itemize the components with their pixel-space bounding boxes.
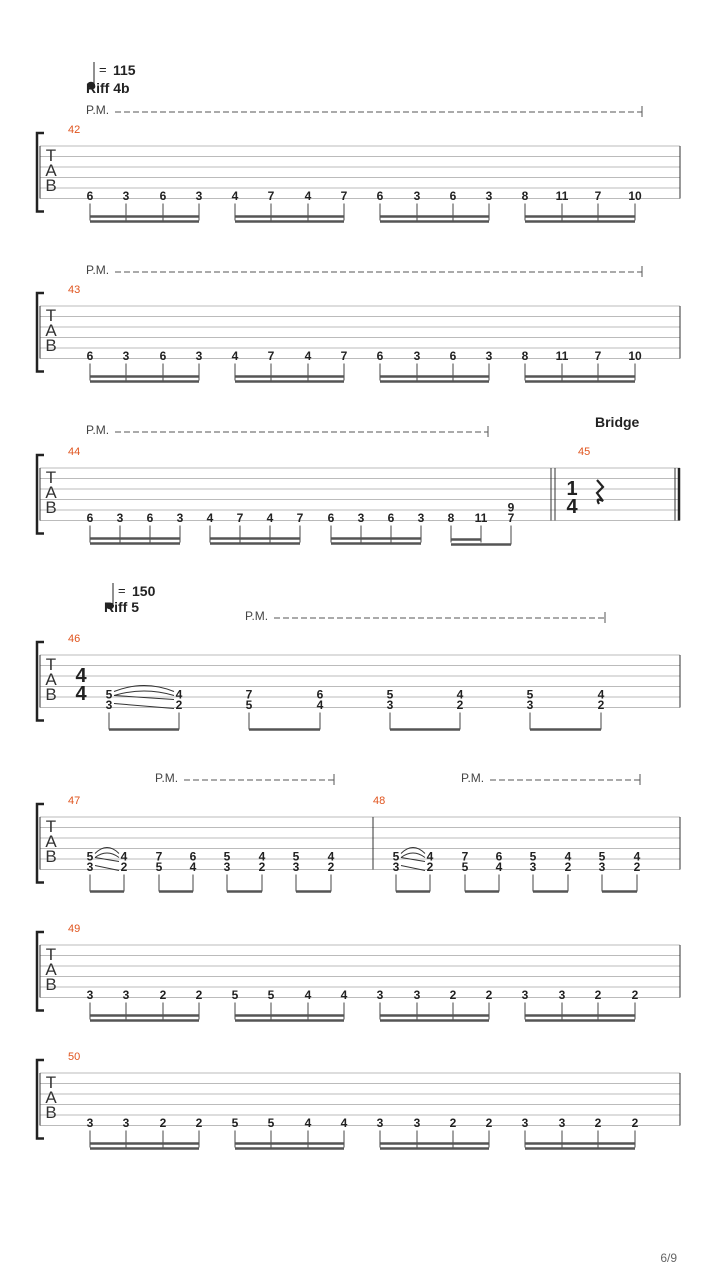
fret-number: 3	[529, 860, 537, 874]
tab-system	[37, 771, 680, 892]
palm-mute	[86, 103, 642, 117]
fret-number: 6	[495, 849, 503, 864]
fret-number: 3	[485, 349, 493, 363]
fret-number: 4	[266, 511, 274, 525]
fret-number: 5	[292, 849, 300, 864]
fret-number: 2	[120, 860, 128, 874]
fret-number: 4	[564, 849, 572, 864]
tempo-equals: =	[99, 62, 107, 77]
fret-number: 3	[413, 349, 421, 363]
fret-number: 5	[105, 687, 113, 702]
fret-number: 7	[340, 189, 348, 203]
fret-number: 2	[485, 988, 493, 1002]
tempo-mark	[86, 62, 136, 96]
palm-mute-label: P.M.	[86, 103, 110, 117]
tempo-mark	[104, 583, 156, 615]
fret-number: 6	[449, 349, 457, 363]
fret-number: 5	[86, 849, 94, 864]
fret-number: 2	[564, 860, 572, 874]
tab-clef-letter: A	[45, 483, 57, 502]
tab-clef-letter: B	[45, 176, 57, 195]
fret-number: 4	[206, 511, 214, 525]
fret-number: 3	[413, 988, 421, 1002]
measure-number: 44	[68, 446, 81, 458]
fret-number: 3	[392, 860, 400, 874]
fret-number: 5	[392, 849, 400, 864]
fret-number: 3	[521, 988, 529, 1002]
fret-number: 3	[292, 860, 300, 874]
tab-clef-letter: T	[45, 817, 57, 836]
fret-number: 3	[521, 1116, 529, 1130]
fret-number: 4	[316, 698, 324, 712]
palm-mute	[86, 423, 488, 437]
fret-number: 5	[529, 849, 537, 864]
time-signature-top: 1	[566, 478, 578, 500]
fret-number: 7	[245, 687, 253, 702]
fret-number: 5	[155, 860, 163, 874]
fret-number: 6	[327, 511, 335, 525]
fret-number: 6	[86, 349, 94, 363]
fret-number: 2	[327, 860, 335, 874]
fret-number: 6	[146, 511, 154, 525]
tempo-value: 150	[132, 583, 156, 599]
riff-label: Riff 4b	[86, 80, 130, 96]
tab-clef-letter: B	[45, 975, 57, 994]
fret-number: 2	[426, 860, 434, 874]
fret-number: 2	[485, 1116, 493, 1130]
fret-number: 3	[86, 1116, 94, 1130]
palm-mute	[461, 771, 640, 785]
tab-clef-letter: T	[45, 945, 57, 964]
fret-number: 4	[258, 849, 266, 864]
fret-number: 6	[316, 687, 324, 702]
tab-clef-letter: B	[45, 336, 57, 355]
tab-system	[37, 103, 680, 222]
fret-number: 5	[267, 1116, 275, 1130]
fret-number: 4	[304, 349, 312, 363]
fret-number: 2	[195, 1116, 203, 1130]
fret-number: 3	[176, 511, 184, 525]
measure-number: 42	[68, 124, 81, 136]
fret-number: 10	[628, 189, 642, 203]
fret-number: 8	[521, 189, 529, 203]
tab-clef-letter: A	[45, 670, 57, 689]
fret-number: 6	[387, 511, 395, 525]
fret-number: 3	[485, 189, 493, 203]
fret-number: 4	[304, 189, 312, 203]
fret-number: 3	[413, 1116, 421, 1130]
fret-number: 2	[631, 1116, 639, 1130]
fret-number: 9	[507, 500, 515, 515]
time-signature-top: 4	[75, 665, 87, 687]
fret-number: 3	[598, 860, 606, 874]
fret-number: 7	[267, 189, 275, 203]
fret-number: 2	[597, 698, 605, 712]
fret-number: 4	[189, 860, 197, 874]
tab-system	[37, 263, 680, 382]
fret-number: 4	[231, 189, 239, 203]
tab-clef-letter: A	[45, 832, 57, 851]
section-marker-bridge: Bridge	[595, 414, 640, 430]
fret-number: 7	[594, 349, 602, 363]
tab-clef-letter: A	[45, 960, 57, 979]
fret-number: 6	[189, 849, 197, 864]
fret-number: 3	[105, 698, 113, 712]
fret-number: 3	[417, 511, 425, 525]
fret-number: 5	[231, 988, 239, 1002]
tempo-value: 115	[113, 62, 136, 78]
fret-number: 8	[447, 511, 455, 525]
fret-number: 5	[267, 988, 275, 1002]
measure-number: 45	[578, 446, 591, 458]
fret-number: 7	[594, 189, 602, 203]
palm-mute	[245, 609, 605, 623]
palm-mute-label: P.M.	[86, 423, 110, 437]
measure-number: 48	[373, 795, 386, 807]
fret-number: 7	[267, 349, 275, 363]
fret-number: 2	[195, 988, 203, 1002]
tab-clef-letter: T	[45, 468, 57, 487]
fret-number: 7	[155, 849, 163, 864]
fret-number: 7	[236, 511, 244, 525]
fret-number: 6	[86, 189, 94, 203]
fret-number: 3	[195, 189, 203, 203]
fret-number: 5	[223, 849, 231, 864]
fret-number: 3	[223, 860, 231, 874]
fret-number: 7	[296, 511, 304, 525]
measure-number: 49	[68, 923, 81, 935]
fret-number: 5	[526, 687, 534, 702]
fret-number: 2	[594, 1116, 602, 1130]
tab-clef-letter: T	[45, 306, 57, 325]
tab-clef-letter: T	[45, 1073, 57, 1092]
tab-system	[37, 1051, 680, 1149]
fret-number: 3	[376, 988, 384, 1002]
fret-number: 4	[340, 988, 348, 1002]
measure-number: 50	[68, 1051, 81, 1063]
tab-clef-letter: A	[45, 321, 57, 340]
tab-clef-letter: T	[45, 655, 57, 674]
fret-number: 6	[86, 511, 94, 525]
fret-number: 2	[175, 698, 183, 712]
fret-number: 4	[304, 988, 312, 1002]
palm-mute-label: P.M.	[461, 771, 485, 785]
tie-arc	[114, 691, 174, 696]
fret-number: 2	[258, 860, 266, 874]
fret-number: 11	[555, 349, 569, 363]
fret-number: 4	[120, 849, 128, 864]
fret-number: 5	[231, 1116, 239, 1130]
tab-system	[37, 609, 680, 730]
fret-number: 3	[413, 189, 421, 203]
fret-number: 3	[86, 860, 94, 874]
fret-number: 2	[449, 1116, 457, 1130]
fret-number: 4	[426, 849, 434, 864]
fret-number: 3	[526, 698, 534, 712]
fret-number: 7	[461, 849, 469, 864]
fret-number: 3	[195, 349, 203, 363]
fret-number: 3	[122, 1116, 130, 1130]
tab-clef-letter: B	[45, 685, 57, 704]
fret-number: 2	[159, 1116, 167, 1130]
fret-number: 4	[340, 1116, 348, 1130]
fret-number: 3	[116, 511, 124, 525]
tab-clef-letter: B	[45, 847, 57, 866]
fret-number: 6	[449, 189, 457, 203]
fret-number: 4	[231, 349, 239, 363]
fret-number: 4	[633, 849, 641, 864]
fret-number: 5	[386, 687, 394, 702]
fret-number: 4	[597, 687, 605, 702]
fret-number: 2	[594, 988, 602, 1002]
palm-mute	[155, 771, 334, 785]
fret-number: 4	[456, 687, 464, 702]
fret-number: 5	[598, 849, 606, 864]
tab-clef-letter: B	[45, 1103, 57, 1122]
fret-number: 3	[558, 1116, 566, 1130]
fret-number: 3	[122, 349, 130, 363]
tab-system	[37, 923, 680, 1021]
fret-number: 4	[175, 687, 183, 702]
fret-number: 11	[555, 189, 569, 203]
measure-number: 43	[68, 284, 81, 296]
tab-clef-letter: T	[45, 146, 57, 165]
tab-clef-letter: A	[45, 1088, 57, 1107]
fret-number: 3	[357, 511, 365, 525]
fret-number: 3	[558, 988, 566, 1002]
fret-number: 2	[633, 860, 641, 874]
fret-number: 6	[159, 189, 167, 203]
palm-mute-label: P.M.	[155, 771, 179, 785]
fret-number: 8	[521, 349, 529, 363]
time-signature-bottom: 4	[75, 683, 87, 705]
fret-number: 3	[86, 988, 94, 1002]
fret-number: 3	[122, 189, 130, 203]
tie-arc	[401, 853, 425, 858]
fret-number: 3	[122, 988, 130, 1002]
palm-mute-label: P.M.	[245, 609, 269, 623]
fret-number: 5	[245, 698, 253, 712]
fret-number: 10	[628, 349, 642, 363]
tempo-equals: =	[118, 583, 126, 598]
tab-clef-letter: A	[45, 161, 57, 180]
fret-number: 6	[159, 349, 167, 363]
fret-number: 7	[340, 349, 348, 363]
riff-label: Riff 5	[104, 599, 139, 615]
tab-clef-letter: B	[45, 498, 57, 517]
fret-number: 6	[376, 349, 384, 363]
measure-number: 47	[68, 795, 81, 807]
fret-number: 2	[449, 988, 457, 1002]
fret-number: 2	[159, 988, 167, 1002]
fret-number: 2	[631, 988, 639, 1002]
fret-number: 6	[376, 189, 384, 203]
fret-number: 11	[474, 511, 488, 525]
fret-number: 4	[304, 1116, 312, 1130]
fret-number: 2	[456, 698, 464, 712]
fret-number: 7	[507, 511, 515, 525]
page-number: 6/9	[660, 1251, 677, 1265]
fret-number: 3	[386, 698, 394, 712]
tie-arc	[95, 853, 119, 858]
measure-number: 46	[68, 633, 81, 645]
palm-mute-label: P.M.	[86, 263, 110, 277]
fret-number: 4	[327, 849, 335, 864]
fret-number: 3	[376, 1116, 384, 1130]
fret-number: 5	[461, 860, 469, 874]
quarter-rest	[597, 480, 603, 504]
fret-number: 4	[495, 860, 503, 874]
tab-system	[37, 423, 680, 545]
palm-mute	[86, 263, 642, 277]
time-signature-bottom: 4	[566, 496, 578, 518]
